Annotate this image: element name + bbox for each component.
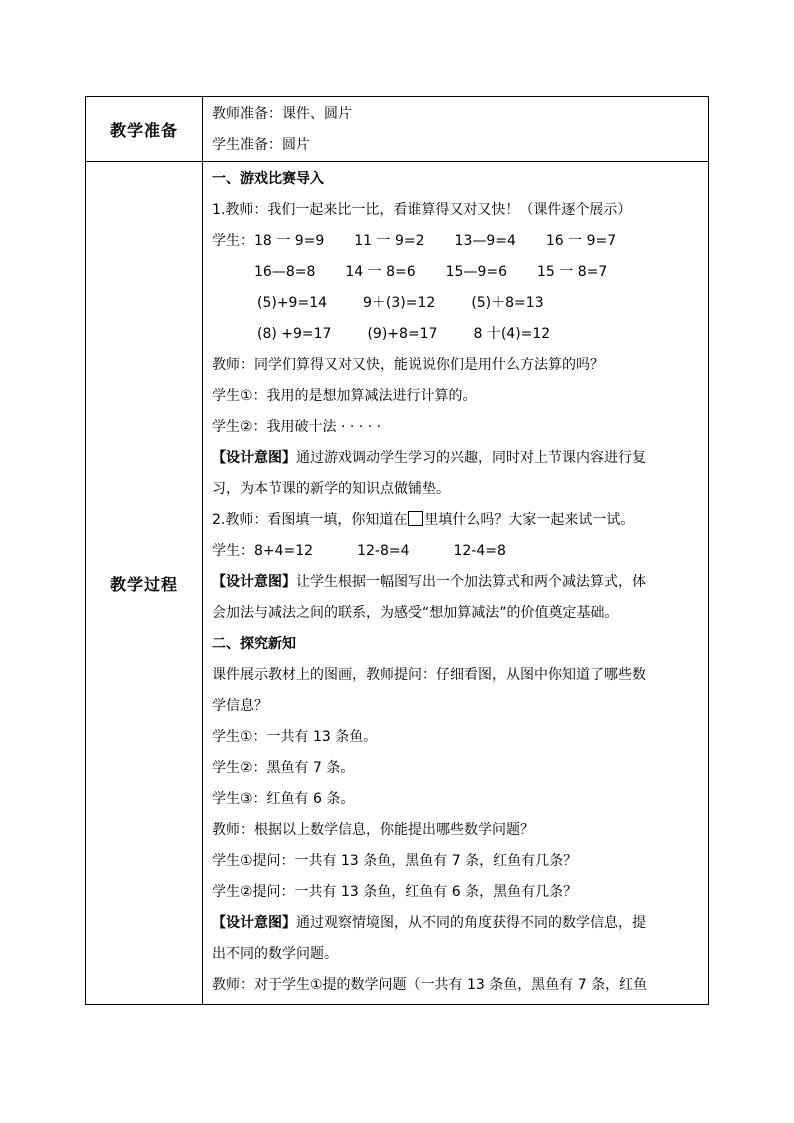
lesson-plan-table: [85, 96, 709, 1005]
process-row: [86, 162, 709, 1005]
teacher-line-5: 教师：根据以上数学信息，你能提出哪些数学问题？: [212, 822, 534, 838]
design-intent-3-cont: 出不同的数学问题。: [212, 946, 338, 962]
student-prep: 学生准备：圆片: [212, 137, 310, 153]
design-intent-tag: 【设计意图】: [212, 450, 296, 466]
section1-title: 一、游戏比赛导入: [212, 171, 324, 187]
student-line-2: 学生②：我用破十法 · · · · ·: [212, 419, 382, 435]
equation-row-2: 16—8=8 14 一 8=6 15—9=6 15 一 8=7: [254, 264, 608, 280]
design-intent-3: 【设计意图】通过观察情境图，从不同的角度获得不同的数学信息，提: [212, 915, 646, 931]
teacher-line-3: 2.教师：看图填一填，你知道在 里填什么吗？大家一起来试一试。: [212, 512, 635, 528]
teacher-line-4-cont: 学信息？: [212, 698, 268, 714]
eq-prefix: 学生：: [212, 233, 254, 249]
teacher-line-2: 教师：同学们算得又对又快，能说说你们是用什么方法算的吗？: [212, 357, 604, 373]
equation-row-3: (5)+9=14 9＋(3)=12 (5)＋8=13: [257, 295, 544, 311]
design-intent-tag: 【设计意图】: [212, 915, 296, 931]
student-answer-3: 学生③：红鱼有 6 条。: [212, 791, 355, 807]
prep-content: [203, 97, 709, 162]
design-intent-tag: 【设计意图】: [212, 574, 296, 590]
teacher-line-6: 教师：对于学生①提的数学问题（一共有 13 条鱼，黑鱼有 7 条，红鱼: [212, 977, 648, 993]
section2-title: 二、探究新知: [212, 636, 296, 652]
student-line-1: 学生①：我用的是想加算减法进行计算的。: [212, 388, 477, 404]
equation-row-1: 学生：18 一 9=9 11 一 9=2 13—9=4 16 一 9=7: [212, 233, 617, 249]
teacher-line-1: 1.教师：我们一起来比一比，看谁算得又对又快！（课件逐个展示）: [212, 202, 632, 218]
design-intent-2-cont: 会加法与减法之间的联系，为感受“想加算减法”的价值奠定基础。: [212, 605, 619, 621]
process-label: 教学过程: [86, 162, 203, 1005]
prep-label: 教学准备: [86, 97, 203, 162]
prep-row: [86, 97, 709, 162]
student-question-1: 学生①提问：一共有 13 条鱼，黑鱼有 7 条，红鱼有几条？: [212, 853, 578, 869]
student-answer-1: 学生①：一共有 13 条鱼。: [212, 729, 378, 745]
process-content: [203, 162, 709, 1005]
blank-box-icon: [408, 511, 423, 526]
design-intent-1: 【设计意图】通过游戏调动学生学习的兴趣，同时对上节课内容进行复: [212, 450, 646, 466]
teacher-line-4: 课件展示教材上的图画，教师提问：仔细看图，从图中你知道了哪些数: [212, 667, 646, 683]
design-intent-2: 【设计意图】让学生根据一幅图写出一个加法算式和两个减法算式，体: [212, 574, 646, 590]
student-answer-2: 学生②：黑鱼有 7 条。: [212, 760, 355, 776]
teacher-prep: 教师准备：课件、圆片: [212, 106, 352, 122]
equation-row-4: (8) +9=17 (9)+8=17 8 十(4)=12: [257, 326, 551, 342]
student-question-2: 学生②提问：一共有 13 条鱼，红鱼有 6 条，黑鱼有几条？: [212, 884, 578, 900]
design-intent-1-cont: 习，为本节课的新学的知识点做铺垫。: [212, 481, 450, 497]
student-equations: 学生：8+4=12 12-8=4 12-4=8: [212, 543, 506, 559]
